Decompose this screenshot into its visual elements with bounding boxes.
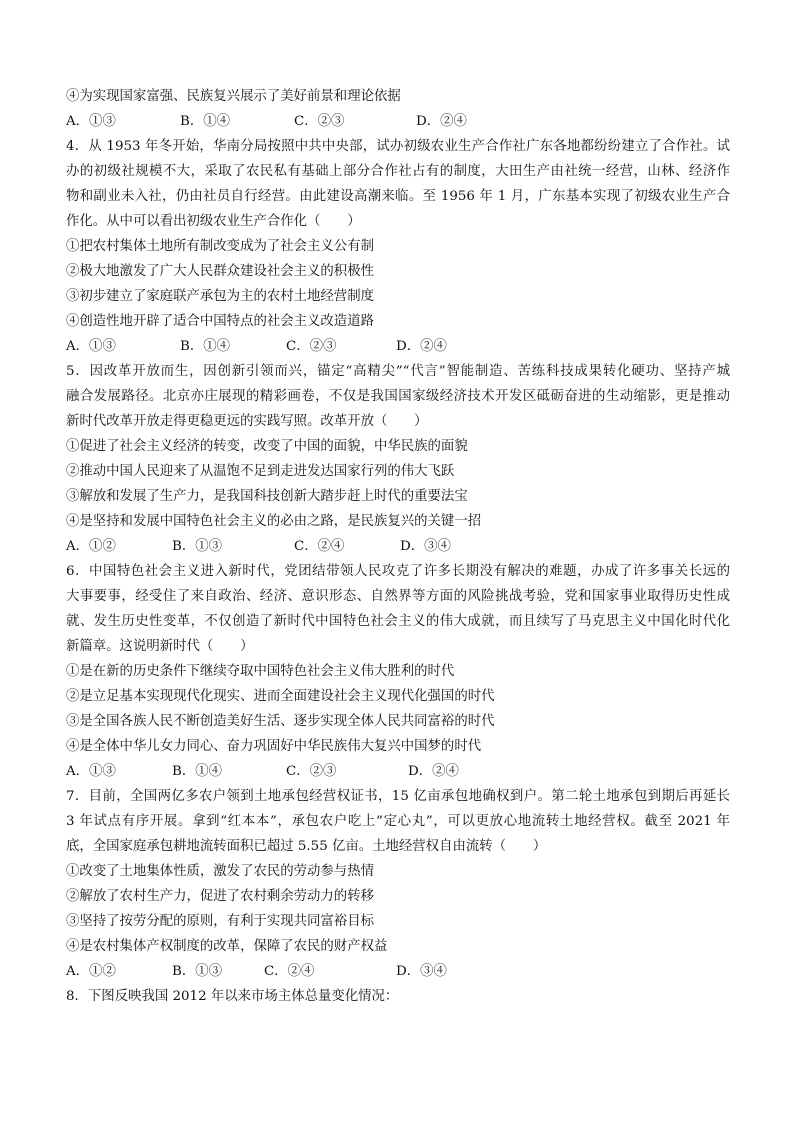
option-c: C．②④ (264, 964, 315, 979)
question-stem-line: 底，全国家庭承包耕地流转面积已超过 5.55 亿亩。土地经营权自由流转（ ） (66, 839, 547, 854)
question-3 (66, 84, 730, 134)
question-stem-line: 大事要事，经受住了来自政治、经济、意识形态、自然界等方面的风险挑战考验，党和国家事业取得历史性成 (66, 589, 730, 604)
question-stem-line: 4．从 1953 年冬开始，华南分局按照中共中央部，试办初级农业生产合作社广东各地都纷纷建立了合作社。试 (66, 139, 730, 154)
option-b: B．①③ (172, 964, 223, 979)
question-stem-line: 融合发展路径。北京亦庄展现的精彩画卷，不仅是我国国家级经济技术开发区砥砺奋进的生动缩影，更是推动 (66, 389, 730, 404)
question-4 (66, 134, 730, 359)
option-d: D．②④ (396, 339, 447, 354)
answer-options (66, 109, 730, 134)
option-c: C．②③ (286, 339, 337, 354)
option-a: A．①③ (66, 764, 116, 779)
option-c: C．②④ (294, 539, 345, 554)
choice-item: ①是在新的历史条件下继续夺取中国特色社会主义伟大胜利的时代 (66, 664, 455, 679)
choice-item: ②解放了农村生产力，促进了农村剩余劳动力的转移 (66, 889, 374, 904)
choice-item: ④为实现国家富强、民族复兴展示了美好前景和理论依据 (66, 89, 401, 104)
question-7 (66, 784, 730, 984)
question-stem-line: 就、发生历史性变革，不仅创造了新时代中国特色社会主义的伟大成就，而且续写了马克思主义中国化时代化 (66, 614, 730, 629)
answer-options (66, 759, 730, 784)
question-stem-line: 3 年试点有序开展。拿到“红本本”，承包农户吃上“定心丸”，可以更放心地流转土地经营权。截至 2021 年 (66, 814, 730, 829)
choice-item: ④是坚持和发展中国特色社会主义的必由之路，是民族复兴的关键一招 (66, 514, 482, 529)
option-a: A．①② (66, 539, 116, 554)
question-stem-line: 8．下图反映我国 2012 年以来市场主体总量变化情况： (66, 989, 399, 1004)
option-d: D．②④ (416, 114, 467, 129)
choice-item: ②推动中国人民迎来了从温饱不足到走进发达国家行列的伟大飞跃 (66, 464, 455, 479)
choice-item: ③初步建立了家庭联产承包为主的农村土地经营制度 (66, 289, 374, 304)
option-b: B．①④ (180, 339, 231, 354)
option-d: D．②④ (408, 764, 459, 779)
choice-item: ②是立足基本实现现代化现实、进而全面建设社会主义现代化强国的时代 (66, 689, 495, 704)
question-stem-line: 作化。从中可以看出初级农业生产合作化（ ） (66, 214, 361, 229)
question-6 (66, 559, 730, 784)
option-a: A．①③ (66, 339, 116, 354)
choice-item: ①促进了社会主义经济的转变，改变了中国的面貌，中华民族的面貌 (66, 439, 468, 454)
question-stem-line: 6．中国特色社会主义进入新时代，党团结带领人民攻克了许多长期没有解决的难题，办成了许多事关长远的 (66, 564, 730, 579)
option-c: C．②③ (286, 764, 337, 779)
answer-options (66, 959, 730, 984)
option-b: B．①③ (172, 539, 223, 554)
question-stem-line: 办的初级社规模不大，采取了农民私有基础上部分合作社占有的制度，大田生产由社统一经营，山林、经济作 (66, 164, 730, 179)
option-d: D．③④ (396, 964, 447, 979)
answer-options (66, 334, 730, 359)
question-stem-line: 5．因改革开放而生，因创新引领而兴，锚定“高精尖”“代言”智能制造、苦练科技成果转化硬功、坚持产城 (66, 364, 730, 379)
question-stem-line: 新时代改革开放走得更稳更远的实践写照。改革开放（ ） (66, 414, 428, 429)
question-stem-line: 7．目前，全国两亿多农户领到土地承包经营权证书，15 亿亩承包地确权到户。第二轮土地承包到期后再延长 (66, 789, 730, 804)
option-b: B．①④ (180, 114, 231, 129)
question-8 (66, 984, 730, 1009)
option-a: A．①② (66, 964, 116, 979)
option-c: C．②③ (294, 114, 345, 129)
choice-item: ②极大地激发了广大人民群众建设社会主义的积极性 (66, 264, 374, 279)
choice-item: ③坚持了按劳分配的原则，有利于实现共同富裕目标 (66, 914, 374, 929)
choice-item: ③解放和发展了生产力，是我国科技创新大踏步赶上时代的重要法宝 (66, 489, 468, 504)
option-b: B．①④ (172, 764, 223, 779)
choice-item: ①把农村集体土地所有制改变成为了社会主义公有制 (66, 239, 374, 254)
question-5 (66, 359, 730, 559)
option-d: D．③④ (400, 539, 451, 554)
choice-item: ④创造性地开辟了适合中国特点的社会主义改造道路 (66, 314, 374, 329)
choice-item: ④是农村集体产权制度的改革，保障了农民的财产权益 (66, 939, 388, 954)
question-stem-line: 新篇章。这说明新时代（ ） (66, 639, 254, 654)
question-stem-line: 物和副业未入社，仍由社员自行经营。由此建设高潮来临。至 1956 年 1 月，广东基本实现了初级农业生产合 (66, 189, 730, 204)
answer-options (66, 534, 730, 559)
exam-page (66, 84, 730, 1009)
choice-item: ①改变了土地集体性质，激发了农民的劳动参与热情 (66, 864, 374, 879)
option-a: A．①③ (66, 114, 116, 129)
choice-item: ③是全国各族人民不断创造美好生活、逐步实现全体人民共同富裕的时代 (66, 714, 495, 729)
choice-item: ④是全体中华儿女力同心、奋力巩固好中华民族伟大复兴中国梦的时代 (66, 739, 482, 754)
